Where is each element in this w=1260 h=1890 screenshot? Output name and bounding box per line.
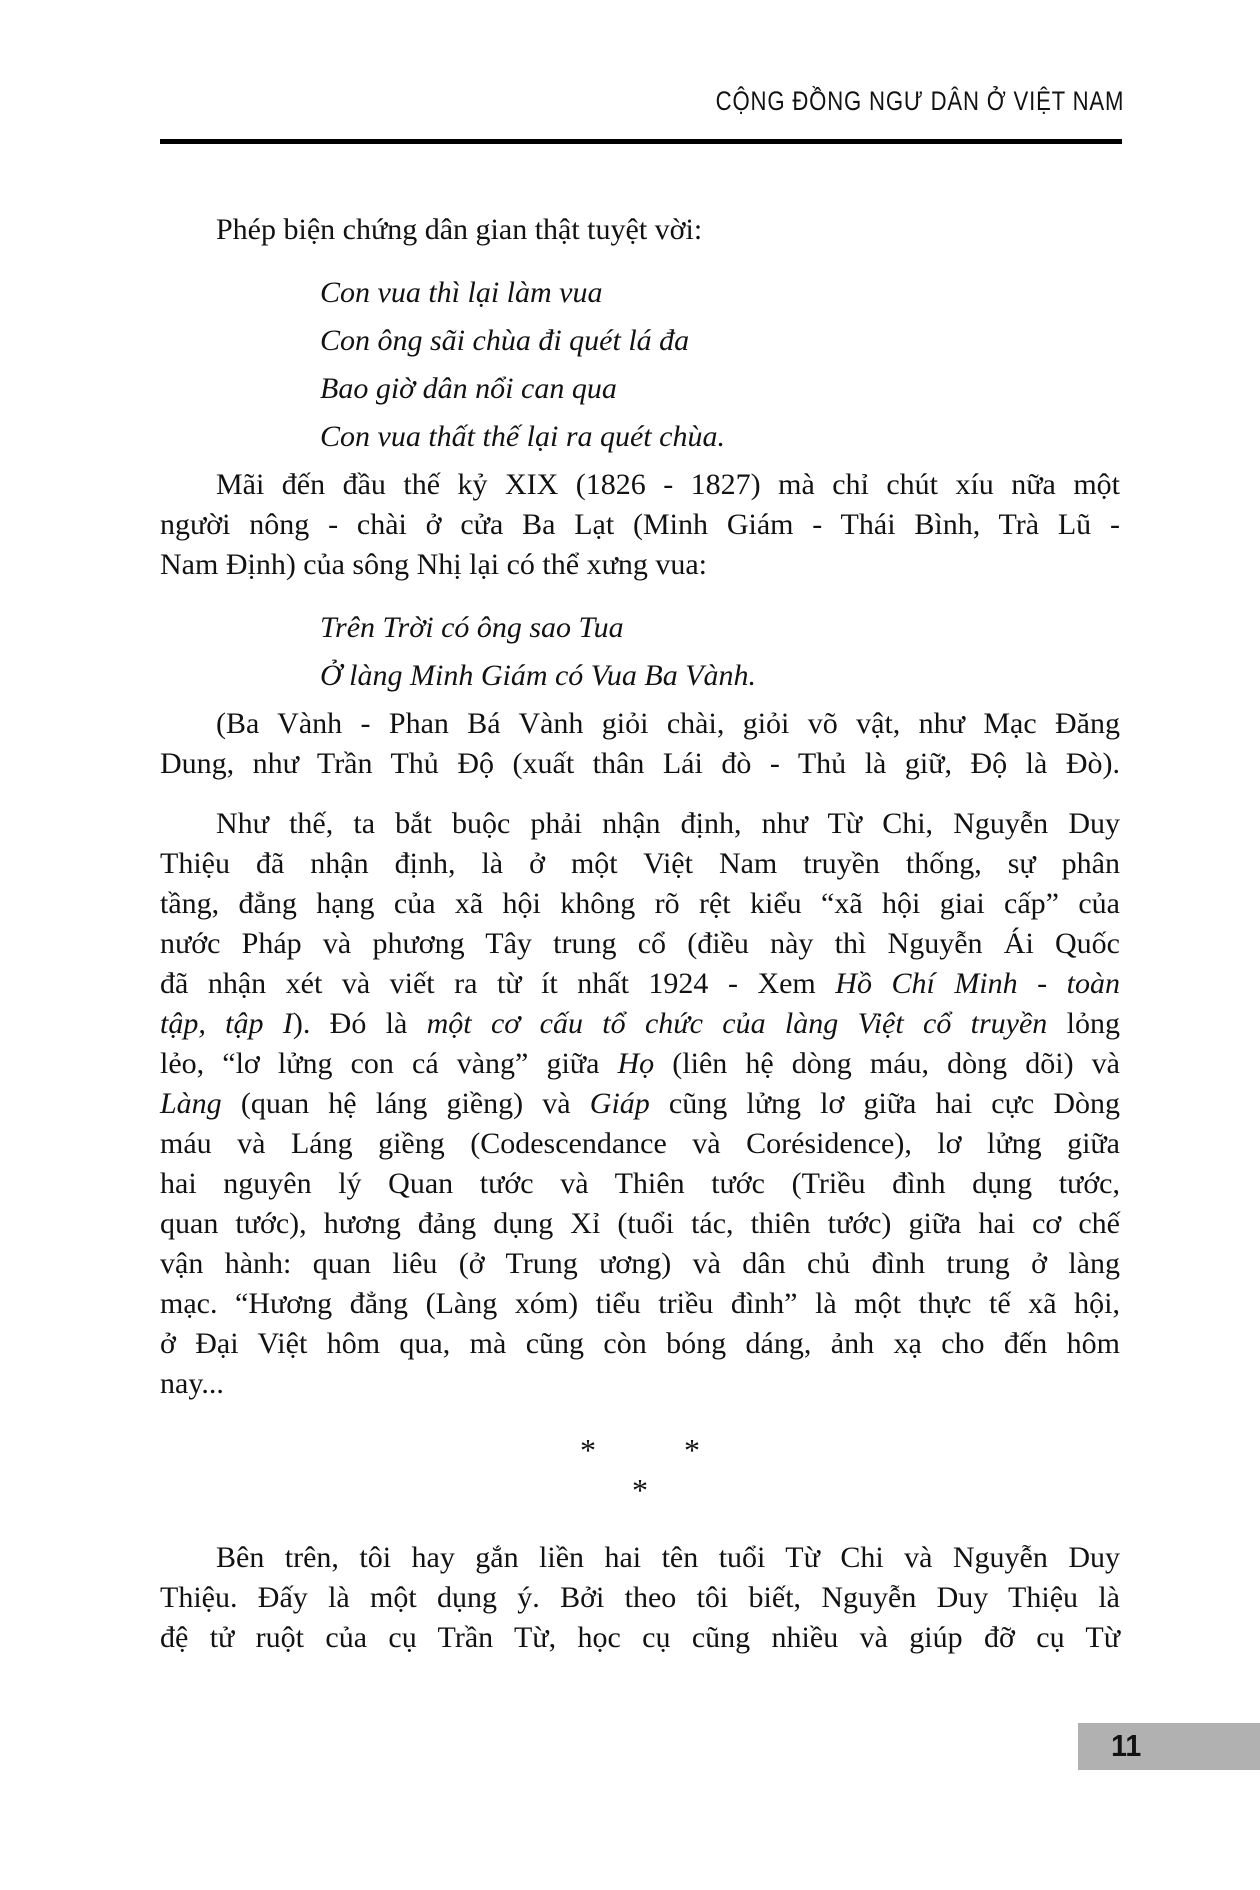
text-line: đã nhận xét và viết ra từ ít nhất 1924 - Xem Hồ Chí Minh - toàn: [160, 967, 1120, 1000]
text-line: Bao giờ dân nổi can qua: [320, 372, 617, 405]
text-line: nay...: [160, 1367, 224, 1400]
text-line: Thiệu đã nhận định, là ở một Việt Nam truyền thống, sự phân: [160, 847, 1120, 880]
text-line: Làng (quan hệ láng giềng) và Giáp cũng lửng lơ giữa hai cực Dòng: [160, 1087, 1120, 1120]
document-body: [160, 210, 1120, 1677]
text-line: mạc. “Hương đẳng (Làng xóm) tiểu triều đình” là một thực tế xã hội,: [160, 1287, 1120, 1320]
text-line: Bên trên, tôi hay gắn liền hai tên tuổi Từ Chi và Nguyễn Duy: [216, 1541, 1120, 1574]
text-line: Con ông sãi chùa đi quét lá đa: [320, 324, 690, 357]
text-line: Con vua thất thế lại ra quét chùa.: [320, 420, 725, 453]
text-line: tập, tập I). Đó là một cơ cấu tổ chức của làng Việt cổ truyền lỏng: [160, 1007, 1120, 1040]
text-line: Như thế, ta bắt buộc phải nhận định, như Từ Chi, Nguyễn Duy: [216, 807, 1120, 840]
running-header: CỘNG ĐỒNG NGƯ DÂN Ở VIỆT NAM: [715, 86, 1124, 116]
text-line: Trên Trời có ông sao Tua: [320, 611, 624, 644]
asterisk: *: [632, 1472, 648, 1508]
text-line: hai nguyên lý Quan tước và Thiên tước (Triều đình dụng tước,: [160, 1167, 1120, 1200]
text-line: Con vua thì lại làm vua: [320, 276, 603, 309]
text-line: Ở làng Minh Giám có Vua Ba Vành.: [320, 659, 757, 692]
text-line: ở Đại Việt hôm qua, mà cũng còn bóng dáng, ảnh xạ cho đến hôm: [160, 1327, 1120, 1360]
text-line: vận hành: quan liêu (ở Trung ương) và dân chủ đình trung ở làng: [160, 1247, 1120, 1280]
separator-row: [160, 1470, 1120, 1510]
text-line: đệ tử ruột của cụ Trần Từ, học cụ cũng nhiều và giúp đỡ cụ Từ: [160, 1621, 1120, 1654]
page-number: 11: [1111, 1728, 1142, 1763]
text-line: (Ba Vành - Phan Bá Vành giỏi chài, giỏi võ vật, như Mạc Đăng: [216, 707, 1120, 740]
paragraph: [160, 704, 1120, 784]
header-rule: [160, 139, 1122, 144]
text-line: Dung, như Trần Thủ Độ (xuất thân Lái đò - Thủ là giữ, Độ là Đò).: [160, 747, 1120, 780]
text-line: Phép biện chứng dân gian thật tuyệt vời:: [216, 213, 703, 246]
text-line: Nam Định) của sông Nhị lại có thể xưng vua:: [160, 548, 707, 581]
text-line: lẻo, “lơ lửng con cá vàng” giữa Họ (liên hệ dòng máu, dòng dõi) và: [160, 1047, 1120, 1080]
asterisk: *: [580, 1432, 596, 1468]
section-separator: [160, 1430, 1120, 1510]
separator-row: [160, 1430, 1120, 1470]
paragraph: [160, 465, 1120, 585]
page-number-badge: [1078, 1723, 1260, 1770]
text-line: quan tước), hương đảng dụng Xỉ (tuổi tác, thiên tước) giữa hai cơ chế: [160, 1207, 1120, 1240]
paragraph: [160, 210, 1120, 250]
text-line: nước Pháp và phương Tây trung cổ (điều này thì Nguyễn Ái Quốc: [160, 927, 1120, 960]
text-line: Mãi đến đầu thế kỷ XIX (1826 - 1827) mà chỉ chút xíu nữa một: [216, 468, 1120, 501]
text-line: người nông - chài ở cửa Ba Lạt (Minh Giám - Thái Bình, Trà Lũ -: [160, 508, 1120, 541]
paragraph: [160, 1538, 1120, 1658]
verse-block: [320, 269, 1120, 461]
verse-block: [320, 604, 1120, 700]
paragraph: [160, 804, 1120, 1404]
text-line: Thiệu. Đấy là một dụng ý. Bởi theo tôi biết, Nguyễn Duy Thiệu là: [160, 1581, 1120, 1614]
text-line: tầng, đẳng hạng của xã hội không rõ rệt kiểu “xã hội giai cấp” của: [160, 887, 1120, 920]
text-line: máu và Láng giềng (Codescendance và Corésidence), lơ lửng giữa: [160, 1127, 1120, 1160]
asterisk: *: [684, 1432, 700, 1468]
